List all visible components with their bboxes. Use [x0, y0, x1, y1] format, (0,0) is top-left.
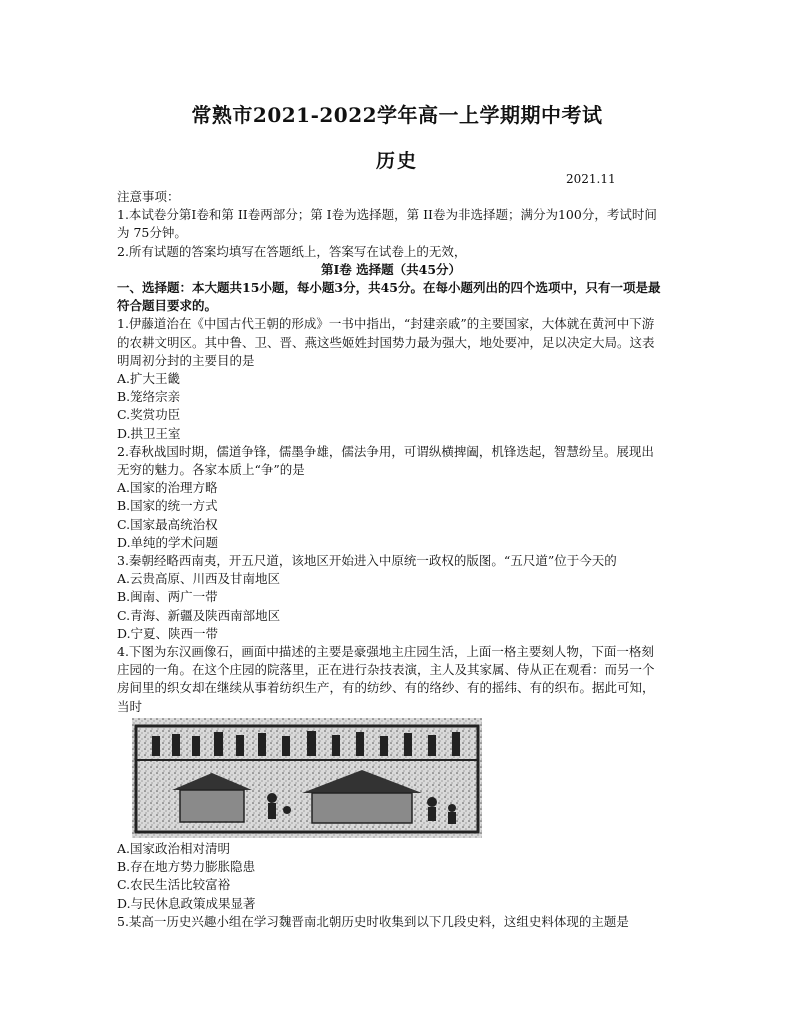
question-stem: 4.下图为东汉画像石，画面中描述的主要是豪强地主庄园生活，上面一格主要刻人物，下面一格刻庄园的一角。在这个庄园的院落里，正在进行杂技表演，主人及其家属、侍从正在观看：而另一个房间里的织女却在继续从事着纺织生产，有的纺纱、有的络纱、有的摇纬、有的织布。据此可知，当时 [117, 644, 655, 714]
stone-relief-image [132, 718, 482, 838]
notice-heading: 注意事项： [117, 189, 180, 204]
question-option: B.存在地方势力膨胀隐患 [117, 859, 256, 875]
question-option: C.奖赏功臣 [117, 407, 181, 423]
question-stem: 1.伊藤道治在《中国古代王朝的形成》一书中指出，“封建亲戚”的主要国家，大体就在黄河中下游的农耕文明区。其中鲁、卫、晋、燕这些姬姓封国势力最为强大，地处要冲，足以决定大局。这表明周初分封的主要目的是 [117, 316, 655, 368]
exam-date: 2021.11 [566, 172, 616, 186]
notice-item-2: 2.所有试题的答案均填写在答题纸上，答案写在试卷上的无效， [117, 243, 467, 259]
stone-relief-illustration [132, 718, 482, 838]
question-option: D.宁夏、陕西一带 [117, 625, 219, 641]
question-option: C.农民生活比较富裕 [117, 877, 231, 893]
question-stem: 2.春秋战国时期，儒道争锋，儒墨争雄，儒法争用，可谓纵横捭阖，机锋迭起，智慧纷呈。展现出无穷的魅力。各家本质上“争”的是 [117, 443, 654, 478]
notice-item-1: 1.本试卷分第I卷和第 II卷两部分；第 I卷为选择题，第 II卷为非选择题；满分为100分，考试时间为 75分钟。 [117, 207, 657, 241]
exam-content [117, 188, 665, 931]
exam-subject: 历史 [375, 150, 418, 172]
section-heading: 第Ⅰ卷 选择题（共45分） [320, 261, 462, 277]
question-option: C.青海、新疆及陕西南部地区 [117, 607, 281, 623]
question-option: B.闽南、两广一带 [117, 589, 218, 605]
question-stem: 3.秦朝经略西南夷，开五尺道，该地区开始进入中原统一政权的版图。“五尺道”位于今天的 [117, 553, 617, 569]
question-option: A.云贵高原、川西及甘南地区 [117, 571, 281, 587]
question-stem: 5.某高一历史兴趣小组在学习魏晋南北朝历史时收集到以下几段史料，这组史料体现的主题是 [117, 913, 629, 929]
question-option: A.国家的治理方略 [117, 480, 218, 496]
question-option: A.扩大王畿 [117, 371, 181, 387]
question-option: D.拱卫王室 [117, 425, 181, 441]
section-instructions: 一、选择题：本大题共15小题，每小题3分，共45分。在每小题列出的四个选项中，只有一项是最符合题目要求的。 [117, 280, 661, 314]
question-option: D.单纯的学术问题 [117, 534, 219, 550]
question-option: A.国家政治相对清明 [117, 840, 231, 856]
question-option: C.国家最高统治权 [117, 516, 218, 532]
question-option: B.国家的统一方式 [117, 498, 218, 514]
question-option: B.笼络宗亲 [117, 389, 181, 405]
question-option: D.与民休息政策成果显著 [117, 895, 256, 911]
exam-title: 常熟市2021-2022学年高一上学期期中考试 [191, 103, 603, 127]
